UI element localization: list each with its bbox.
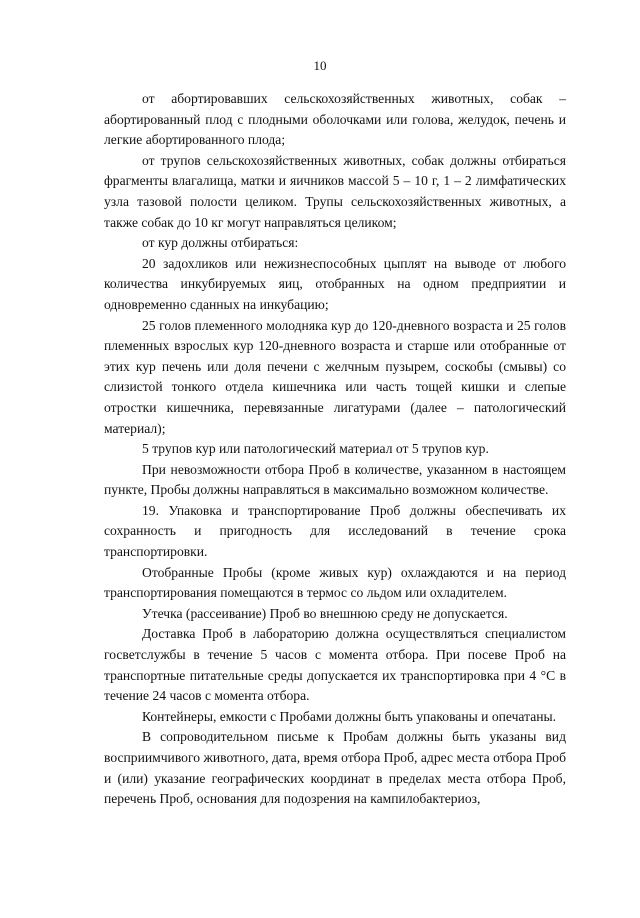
paragraph-chickens-intro: от кур должны отбираться: (142, 235, 299, 251)
paragraph-cooling: Отобранные Пробы (кроме живых кур) охлаждаются и на период транспортирования помещаются в термос со льдом или охладителем. (104, 564, 566, 601)
paragraph-max-quantity: При невозможности отбора Проб в количестве, указанном в настоящем пункте, Пробы должны направляться в максимально возможном количестве. (104, 461, 566, 498)
paragraph-leakage: Утечка (рассеивание) Проб во внешнюю среду не допускается. (142, 605, 508, 621)
page-number: 10 (313, 58, 327, 73)
paragraph-containers: Контейнеры, емкости с Пробами должны быть упакованы и опечатаны. (142, 708, 557, 724)
paragraph-packaging: 19. Упаковка и транспортирование Проб должны обеспечивать их сохранность и пригодность для исследований в течение срока транспортировки. (104, 502, 566, 560)
paragraph-hen-carcasses: 5 трупов кур или патологический материал от 5 трупов кур. (142, 441, 489, 457)
paragraph-cover-letter: В сопроводительном письме к Пробам должны быть указаны вид восприимчивого животного, дата, время отбора Проб, адрес места отбора Проб и (или) указание географических координат в пределах места отбора Проб, перечень Проб, основания для подозрения на кампилобактериоз, (104, 729, 566, 807)
paragraph-breeding-hens: 25 голов племенного молодняка кур до 120-дневного возраста и 25 голов племенных взрослых кур 120-дневного возраста и старше или отобранные от этих кур печень или доля печени с желчным пузырем, соскобы (смывы) со слизистой тонкого отдела кишечника или часть тощей кишки и слепые отростки кишечника, перевязанные лигатурами (далее – патологический материал); (104, 317, 566, 436)
paragraph-chicks: 20 задохликов или нежизнеспособных цыплят на выводе от любого количества инкубируемых яиц, отобранных на одном предприятии и одновременно сданных на инкубацию; (104, 255, 566, 312)
paragraph-animal-carcasses: от трупов сельскохозяйственных животных, собак должны отбираться фрагменты влагалища, матки и яичников массой 5 – 10 г, 1 – 2 лимфатических узла тазовой полости целиком. Трупы сельскохозяйственных животных, а также собак до 10 кг могут направляться целиком; (104, 152, 566, 230)
paragraph-aborted-animals: от абортировавших сельскохозяйственных животных, собак – абортированный плод с плодными оболочками или голова, желудок, печень и легкие абортированного плода; (104, 91, 566, 148)
document-body (104, 89, 566, 810)
paragraph-delivery: Доставка Проб в лабораторию должна осуществляться специалистом госветслужбы в течение 5 часов с момента отбора. При посеве Проб на транспортные питательные среды допускается их транспортировка при 4 °С в течение 24 часов с момента отбора. (104, 626, 566, 704)
